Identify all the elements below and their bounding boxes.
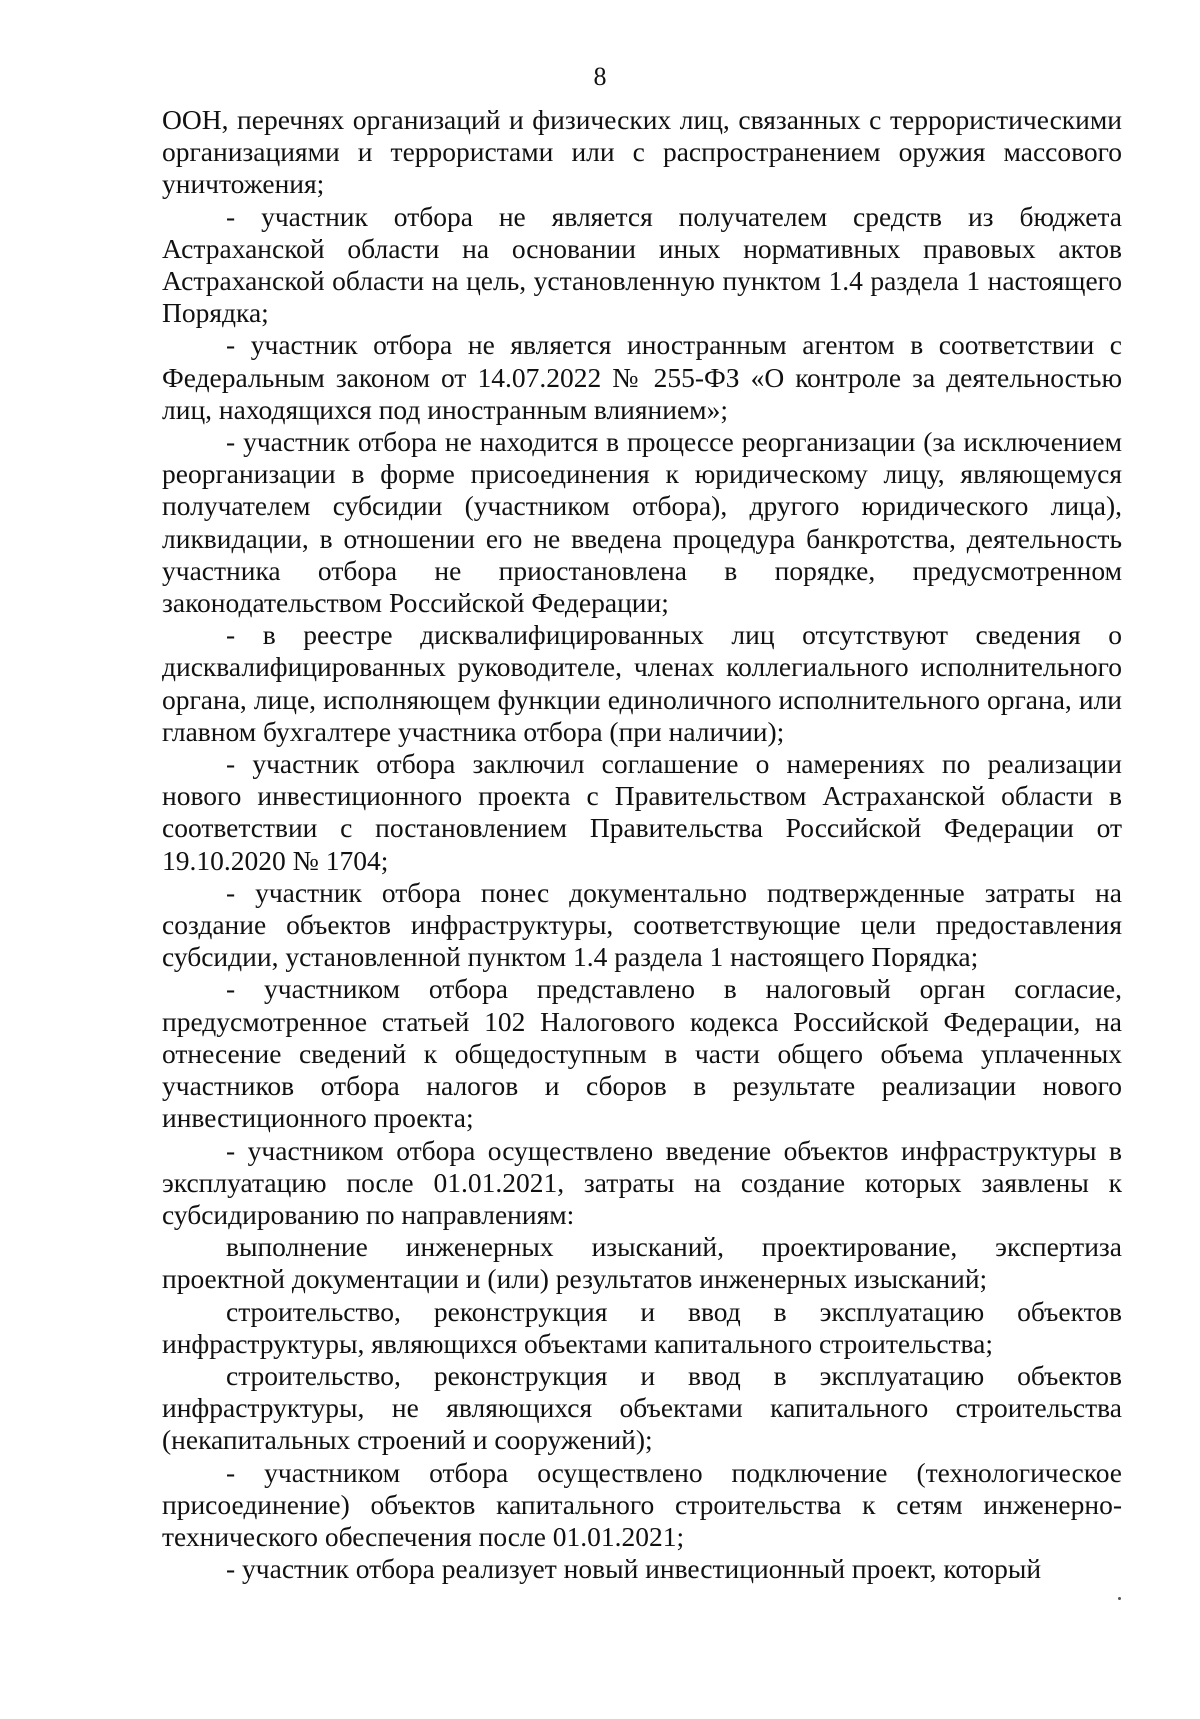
paragraph-10: выполнение инженерных изысканий, проектирование, экспертиза проектной документации и (или) результатов инженерных изысканий; [162,1231,1122,1295]
paragraph-3: - участник отбора не является иностранным агентом в соответствии с Федеральным законом от 14.07.2022 № 255-ФЗ «О контроле за деятельностью лиц, находящихся под иностранным влиянием»; [162,329,1122,425]
paragraph-4: - участник отбора не находится в процессе реорганизации (за исключением реорганизации в форме присоединения к юридическому лицу, являющемуся получателем субсидии (участником отбора), другого юридического лица), ликвидации, в отношении его не введена процедура банкротства, деятельность участника отбора не приостановлена в порядке, предусмотренном законодательством Российской Федерации; [162,426,1122,619]
paragraph-9: - участником отбора осуществлено введение объектов инфраструктуры в эксплуатацию после 01.01.2021, затраты на создание которых заявлены к субсидированию по направлениям: [162,1134,1122,1230]
paragraph-7: - участник отбора понес документально подтвержденные затраты на создание объектов инфраструктуры, соответствующие цели предоставления субсидии, установленной пунктом 1.4 раздела 1 настоящего Порядка; [162,876,1122,973]
paragraph-6: - участник отбора заключил соглашение о намерениях по реализации нового инвестиционного проекта с Правительством Астраханской области в соответствии с постановлением Правительства Российской Федерации от 19.10.2020 № 1704; [162,748,1122,876]
paragraph-14: - участник отбора реализует новый инвестиционный проект, который [226,1553,1042,1585]
paragraph-1: ООН, перечнях организаций и физических лиц, связанных с террористическими организациями и террористами или с распространением оружия массового уничтожения; [162,104,1122,200]
paragraph-5: - в реестре дисквалифицированных лиц отсутствуют сведения о дисквалифицированных руководителе, членах коллегиального исполнительного органа, лице, исполняющем функции единоличного исполнительного органа, или главном бухгалтере участника отбора (при наличии); [162,619,1122,747]
scan-artifact-dot [1118,1597,1121,1600]
document-body [162,104,1122,1585]
paragraph-8: - участником отбора представлено в налоговый орган согласие, предусмотренное статьей 102 Налогового кодекса Российской Федерации, на отнесение сведений к общедоступным в части общего объема уплаченных участников отбора налогов и сборов в результате реализации нового инвестиционного проекта; [162,973,1122,1134]
page-number: 8 [593,62,607,91]
paragraph-11: строительство, реконструкция и ввод в эксплуатацию объектов инфраструктуры, являющихся объектами капитального строительства; [162,1295,1122,1359]
paragraph-2: - участник отбора не является получателем средств из бюджета Астраханской области на основании иных нормативных правовых актов Астраханской области на цель, установленную пунктом 1.4 раздела 1 настоящего Порядка; [162,200,1122,329]
paragraph-12: строительство, реконструкция и ввод в эксплуатацию объектов инфраструктуры, не являющихся объектами капитального строительства (некапитальных строений и сооружений); [162,1359,1122,1456]
paragraph-13: - участником отбора осуществлено подключение (технологическое присоединение) объектов капитального строительства к сетям инженерно-технического обеспечения после 01.01.2021; [162,1456,1122,1552]
